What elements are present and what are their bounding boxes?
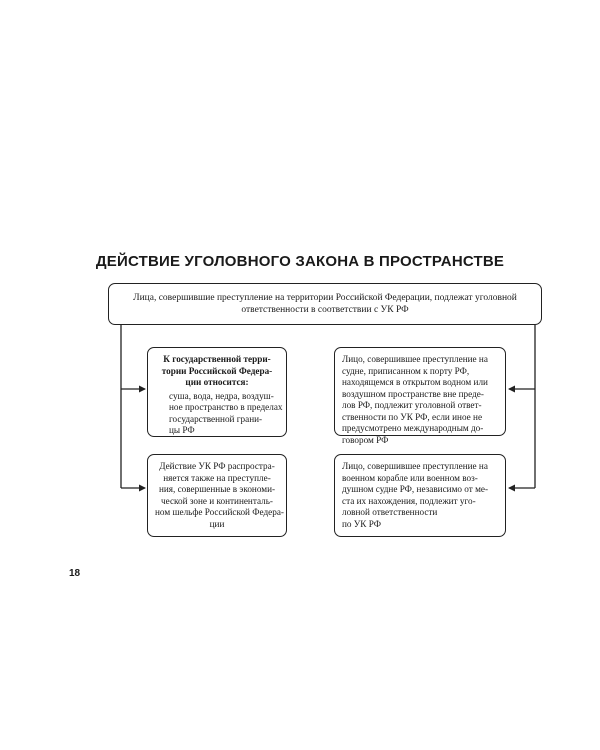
territory-body-line: цы РФ xyxy=(169,425,195,435)
warship-box-line: душном судне РФ, независимо от ме- xyxy=(342,484,489,494)
territory-heading-line: К государственной терри- xyxy=(163,354,271,364)
territory-box xyxy=(147,347,287,437)
ship-box-line: Лицо, совершившее преступление на xyxy=(342,354,488,364)
warship-box-line: военном корабле или военном воз- xyxy=(342,472,478,483)
top-box-persons-in-territory xyxy=(108,283,542,325)
warship-box-line: ста их нахождения, подлежит уго- xyxy=(342,495,476,506)
shelf-box-line: ном шельфе Российской Федера- xyxy=(155,507,284,517)
top-box-line: ответственности в соответствии с УК РФ xyxy=(241,305,409,315)
ship-box-line: лов РФ, подлежит уголовной ответ- xyxy=(342,400,482,410)
page-number: 18 xyxy=(69,568,81,579)
shelf-box xyxy=(147,454,287,537)
territory-heading-line: тории Российской Федера- xyxy=(161,365,273,376)
territory-body-line: ное пространство в пределах xyxy=(169,402,283,412)
territory-box-body xyxy=(155,390,283,437)
shelf-box-line: Действие УК РФ распростра- xyxy=(159,461,275,471)
shelf-box-line: ния, совершенные в экономи- xyxy=(158,484,276,494)
page-title: ДЕЙСТВИЕ УГОЛОВНОГО ЗАКОНА В ПРОСТРАНСТВЕ xyxy=(95,253,505,270)
ship-box-line: говором РФ xyxy=(342,434,389,445)
ship-box-line: судне, приписанном к порту РФ, xyxy=(342,365,470,376)
ship-box xyxy=(334,347,506,445)
territory-box-heading xyxy=(155,354,279,389)
territory-body-line: суша, вода, недра, воздуш- xyxy=(169,390,274,401)
warship-box-line: ловной ответственности xyxy=(342,507,438,517)
ship-box-line: предусмотрено международным до- xyxy=(342,423,484,433)
warship-box-line: по УК РФ xyxy=(342,518,381,529)
ship-box-line: находящемся в открытом водном или xyxy=(342,377,488,387)
warship-box-line: Лицо, совершившее преступление на xyxy=(342,461,488,471)
territory-body-line: государственной грани- xyxy=(169,413,263,424)
ship-box-line: ственности по УК РФ, если иное не xyxy=(342,411,483,422)
shelf-box-line: ческой зоне и континенталь- xyxy=(161,495,273,506)
territory-heading-line: ции относится: xyxy=(185,377,249,387)
shelf-box-line: няется также на преступле- xyxy=(163,472,271,483)
warship-box xyxy=(334,454,506,537)
top-box-line: Лица, совершившие преступление на территории Российской Федерации, подлежат уголовной xyxy=(133,293,517,303)
ship-box-line: воздушном пространстве вне преде- xyxy=(342,388,484,399)
shelf-box-line: ции xyxy=(209,518,225,529)
